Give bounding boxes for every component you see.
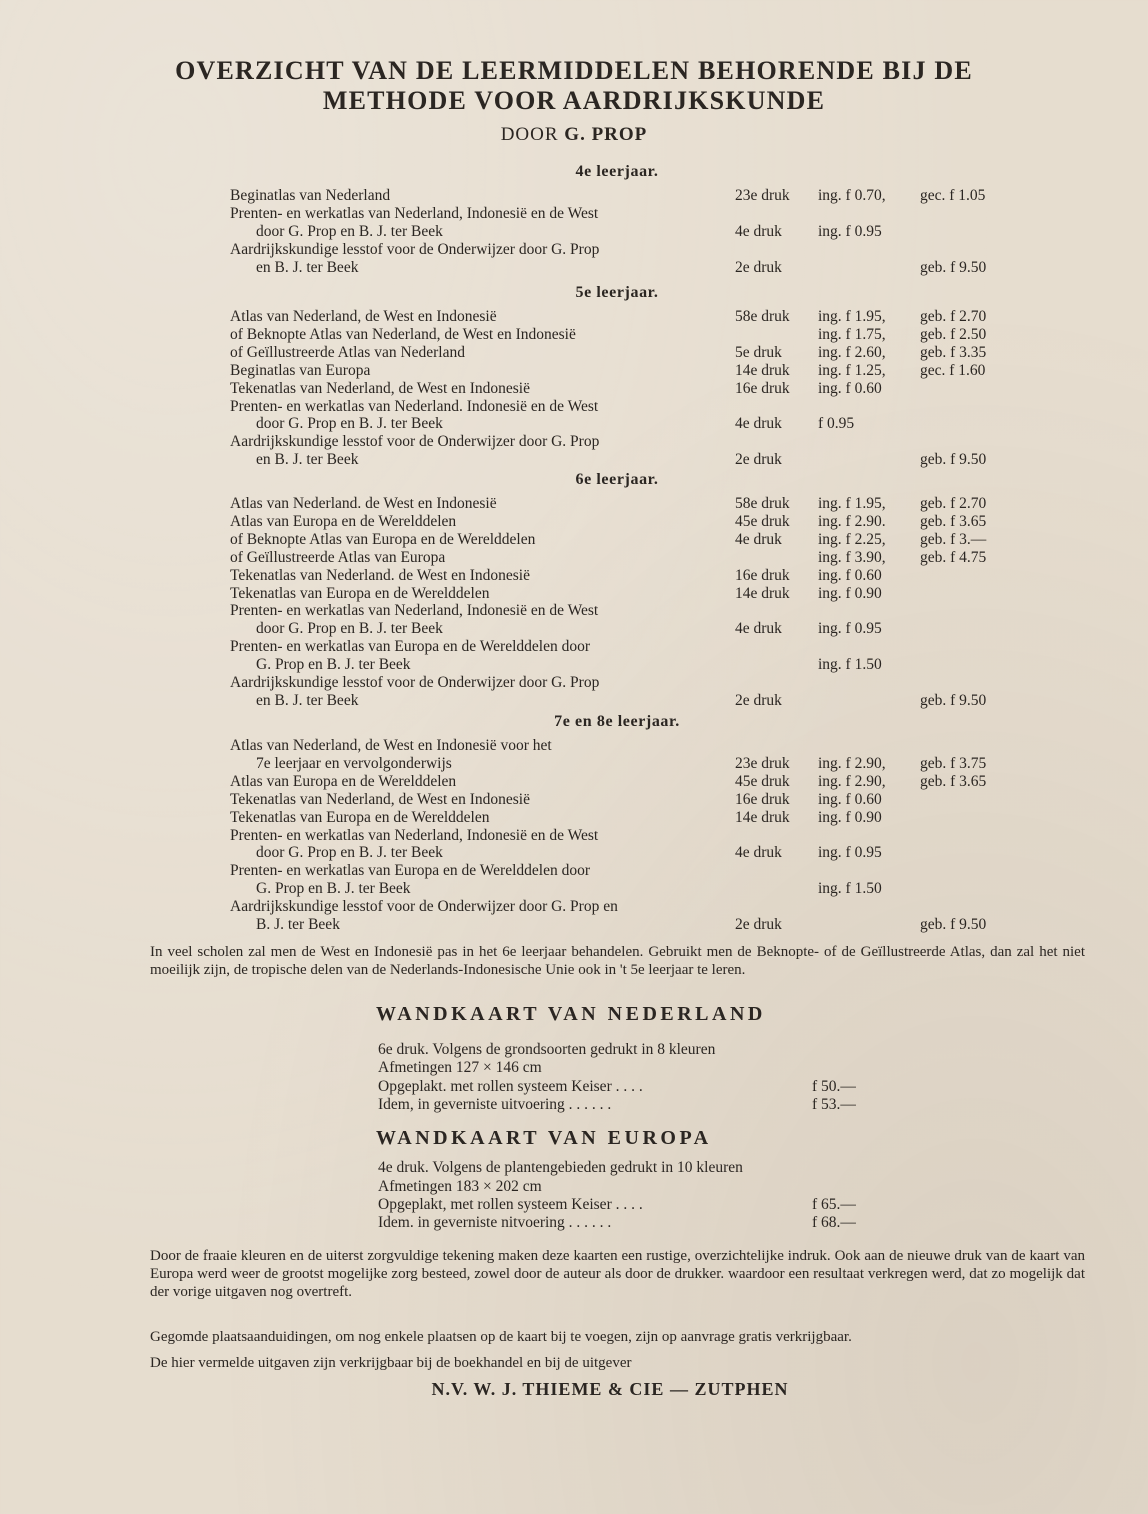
catalog-row — [0, 602, 1148, 620]
catalog-row — [0, 827, 1148, 845]
row-ing: ing. f 0.95 — [818, 844, 882, 862]
catalog-row — [0, 791, 1148, 809]
row-druk: 16e druk — [735, 379, 790, 397]
wandkaart-price: f 65.— — [812, 1196, 856, 1213]
row-druk: 16e druk — [735, 790, 790, 808]
catalog-row — [0, 549, 1148, 567]
catalog-row — [0, 656, 1148, 674]
row-ing: ing. f 1.95, — [818, 308, 886, 325]
wandkaart-line: Idem. in geverniste nitvoering . . . . . . — [378, 1214, 612, 1231]
row-ing: ing. f 2.90. — [818, 512, 886, 530]
row-ing: ing. f 0.60 — [818, 566, 882, 584]
row-title: Prenten- en werkatlas van Nederland. Indonesië en de West — [230, 397, 599, 415]
row-title: of Geïllustreerde Atlas van Nederland — [230, 343, 465, 361]
row-title: B. J. ter Beek — [256, 916, 340, 933]
row-title: door G. Prop en B. J. ter Beek — [256, 415, 443, 433]
row-title: Aardrijkskundige lesstof voor de Onderwijzer door G. Prop en — [230, 898, 618, 916]
row-gec: geb. f 2.70 — [920, 495, 987, 512]
catalog-row — [0, 223, 1148, 241]
catalog-row — [0, 380, 1148, 398]
wandkaart-title: WANDKAART VAN EUROPA — [376, 1127, 712, 1149]
row-ing: ing. f 2.25, — [818, 530, 886, 548]
row-title: en B. J. ter Beek — [256, 451, 359, 469]
row-title: Atlas van Europa en de Werelddelen — [230, 512, 457, 530]
row-druk: 2e druk — [735, 451, 782, 469]
row-title: door G. Prop en B. J. ter Beek — [256, 222, 443, 240]
row-title: en B. J. ter Beek — [256, 258, 359, 276]
grade-heading: 7e en 8e leerjaar. — [554, 713, 680, 730]
row-ing: ing. f 0.95 — [818, 222, 882, 240]
author-prefix: DOOR — [500, 124, 559, 145]
catalog-row — [0, 398, 1148, 416]
page-title-line-2: METHODE VOOR AARDRIJKSKUNDE — [322, 86, 826, 115]
wandkaart-line: Afmetingen 127 × 146 cm — [378, 1059, 542, 1076]
row-druk: 14e druk — [735, 361, 790, 379]
wandkaart-price: f 53.— — [812, 1096, 856, 1113]
catalog-row — [0, 809, 1148, 827]
row-title: Atlas van Nederland, de West en Indonesië voor het — [230, 737, 552, 754]
row-title: Tekenatlas van Nederland, de West en Indonesië — [230, 379, 530, 397]
row-druk: 2e druk — [735, 916, 782, 933]
row-title: G. Prop en B. J. ter Beek — [256, 880, 411, 898]
row-title: G. Prop en B. J. ter Beek — [256, 656, 411, 674]
catalog-row — [0, 259, 1148, 277]
row-gec: geb. f 9.50 — [920, 451, 987, 469]
wandkaart-line: Afmetingen 183 × 202 cm — [378, 1178, 542, 1195]
row-ing: ing. f 2.90, — [818, 772, 886, 790]
row-gec: gec. f 1.60 — [920, 361, 986, 379]
row-title: Prenten- en werkatlas van Nederland, Indonesië en de West — [230, 602, 599, 620]
row-gec: geb. f 9.50 — [920, 691, 987, 709]
row-title: Prenten- en werkatlas van Nederland, Indonesië en de West — [230, 204, 599, 222]
row-druk: 5e druk — [735, 343, 782, 361]
row-title: en B. J. ter Beek — [256, 691, 359, 709]
catalog-row — [0, 326, 1148, 344]
row-title: Atlas van Europa en de Werelddelen — [230, 772, 457, 790]
row-title: Aardrijkskundige lesstof voor de Onderwijzer door G. Prop — [230, 433, 600, 451]
row-ing: ing. f 3.90, — [818, 548, 886, 566]
row-druk: 4e druk — [735, 222, 782, 240]
catalog-row — [0, 755, 1148, 773]
row-druk: 4e druk — [735, 844, 782, 862]
row-gec: geb. f 9.50 — [920, 916, 987, 933]
row-druk: 4e druk — [735, 415, 782, 433]
row-title: door G. Prop en B. J. ter Beek — [256, 620, 443, 638]
row-ing: ing. f 0.60 — [818, 790, 882, 808]
row-title: Tekenatlas van Nederland, de West en Indonesië — [230, 790, 530, 808]
row-ing: ing. f 0.70, — [818, 187, 886, 204]
catalog-row — [0, 773, 1148, 791]
catalog-row — [0, 344, 1148, 362]
row-ing: ing. f 1.95, — [818, 495, 886, 512]
row-ing: ing. f 2.90, — [818, 754, 886, 772]
row-druk: 45e druk — [735, 512, 790, 530]
row-title: door G. Prop en B. J. ter Beek — [256, 844, 443, 862]
catalog-row — [0, 692, 1148, 710]
catalog-row — [0, 844, 1148, 862]
row-druk: 23e druk — [735, 187, 790, 204]
catalog-row — [0, 638, 1148, 656]
wandkaart-line: Opgeplakt, met rollen systeem Keiser . . . . — [378, 1196, 643, 1213]
row-title: Beginatlas van Europa — [230, 361, 371, 379]
row-gec: geb. f 9.50 — [920, 258, 987, 276]
catalog-row — [0, 585, 1148, 603]
row-ing: ing. f 0.90 — [818, 808, 882, 826]
catalog-row — [0, 567, 1148, 585]
row-gec: geb. f 3.35 — [920, 343, 987, 361]
wandkaart-line: 4e druk. Volgens de plantengebieden gedrukt in 10 kleuren — [378, 1159, 743, 1176]
catalog-row — [0, 531, 1148, 549]
wandkaart-line: Idem, in geverniste uitvoering . . . . . . — [378, 1096, 612, 1113]
row-gec: geb. f 3.75 — [920, 754, 987, 772]
row-druk: 45e druk — [735, 772, 790, 790]
grade-heading: 6e leerjaar. — [575, 471, 659, 488]
row-druk: 14e druk — [735, 808, 790, 826]
row-druk: 14e druk — [735, 584, 790, 602]
row-title: Tekenatlas van Nederland. de West en Indonesië — [230, 566, 530, 584]
catalog-row — [0, 898, 1148, 916]
catalog-row — [0, 862, 1148, 880]
wandkaart-price: f 68.— — [812, 1214, 856, 1231]
row-title: Prenten- en werkatlas van Nederland, Indonesië en de West — [230, 826, 599, 844]
row-title: Tekenatlas van Europa en de Werelddelen — [230, 808, 490, 826]
row-gec: geb. f 3.65 — [920, 772, 987, 790]
catalog-row — [0, 451, 1148, 469]
row-druk: 16e druk — [735, 566, 790, 584]
row-druk: 2e druk — [735, 258, 782, 276]
closing-paragraph-2: Gegomde plaatsaanduidingen, om nog enkele plaatsen op de kaart bij te voegen, zijn op aanvrage gratis verkrijgbaar. — [150, 1329, 852, 1345]
row-druk: 58e druk — [735, 495, 790, 512]
author-name: G. PROP — [564, 124, 648, 145]
row-ing: ing. f 1.50 — [818, 880, 882, 898]
row-druk: 58e druk — [735, 308, 790, 325]
row-ing: ing. f 1.25, — [818, 361, 886, 379]
row-gec: geb. f 3.— — [920, 530, 987, 548]
closing-paragraph-1: Door de fraaie kleuren en de uiterst zorgvuldige tekening maken deze kaarten een rustige, overzichtelijke indruk. Ook aan de nieuwe druk van de kaart van Europa werd weer de grootst mogelijke zorg besteed, zowel door de auteur als door de drukker. waardoor een resultaat verkregen werd, dat zo mogelijk dat der vorige uitgaven nog overtreft. — [150, 1248, 1085, 1300]
row-title: Prenten- en werkatlas van Europa en de Werelddelen door — [230, 862, 590, 880]
row-ing: ing. f 2.60, — [818, 343, 886, 361]
publisher-line: N.V. W. J. THIEME & CIE — ZUTPHEN — [431, 1379, 789, 1399]
row-druk: 2e druk — [735, 691, 782, 709]
page-title-line-1: OVERZICHT VAN DE LEERMIDDELEN BEHORENDE BIJ DE — [175, 56, 973, 85]
note-paragraph: In veel scholen zal men de West en Indonesië pas in het 6e leerjaar behandelen. Gebruikt men de Beknopte- of de Geïllustreerde Atlas, dan zal het niet moeilijk zijn, de tropische delen van de Nederlands-Indonesische Unie ook in 't 5e leerjaar te leren. — [150, 944, 1085, 978]
row-druk: 4e druk — [735, 620, 782, 638]
row-title: of Geïllustreerde Atlas van Europa — [230, 548, 446, 566]
catalog-row — [0, 241, 1148, 259]
catalog-row — [0, 495, 1148, 513]
catalog-row — [0, 513, 1148, 531]
row-title: Prenten- en werkatlas van Europa en de Werelddelen door — [230, 638, 590, 656]
wandkaart-line: Opgeplakt. met rollen systeem Keiser . . . . — [378, 1078, 643, 1095]
row-title: Aardrijkskundige lesstof voor de Onderwijzer door G. Prop — [230, 240, 600, 258]
catalog-row — [0, 415, 1148, 433]
wandkaart-line: 6e druk. Volgens de grondsoorten gedrukt in 8 kleuren — [378, 1041, 716, 1058]
catalog-row — [0, 362, 1148, 380]
row-druk: 4e druk — [735, 530, 782, 548]
row-gec: geb. f 2.50 — [920, 325, 987, 343]
closing-paragraph-3: De hier vermelde uitgaven zijn verkrijgbaar bij de boekhandel en bij de uitgever — [150, 1355, 632, 1371]
row-title: Aardrijkskundige lesstof voor de Onderwijzer door G. Prop — [230, 674, 600, 691]
grade-heading: 4e leerjaar. — [575, 163, 659, 180]
catalog-row — [0, 433, 1148, 451]
row-ing: f 0.95 — [818, 415, 855, 433]
row-ing: ing. f 0.60 — [818, 379, 882, 397]
catalog-row — [0, 737, 1148, 755]
grade-heading: 5e leerjaar. — [575, 284, 659, 301]
row-ing: ing. f 1.75, — [818, 325, 886, 343]
row-title: 7e leerjaar en vervolgonderwijs — [256, 754, 452, 772]
row-title: of Beknopte Atlas van Nederland, de West en Indonesië — [230, 325, 576, 343]
row-title: Beginatlas van Nederland — [230, 187, 391, 204]
row-gec: geb. f 2.70 — [920, 308, 987, 325]
row-title: of Beknopte Atlas van Europa en de Werelddelen — [230, 530, 536, 548]
row-ing: ing. f 1.50 — [818, 656, 882, 674]
catalog-row — [0, 620, 1148, 638]
row-druk: 23e druk — [735, 754, 790, 772]
row-title: Tekenatlas van Europa en de Werelddelen — [230, 584, 490, 602]
author-line — [0, 124, 1148, 146]
catalog-row — [0, 308, 1148, 326]
catalog-row — [0, 880, 1148, 898]
row-gec: geb. f 3.65 — [920, 512, 987, 530]
catalog-row — [0, 205, 1148, 223]
catalog-row — [0, 187, 1148, 205]
row-title: Atlas van Nederland. de West en Indonesië — [230, 495, 497, 512]
catalog-row — [0, 674, 1148, 692]
row-gec: gec. f 1.05 — [920, 187, 986, 204]
catalog-row — [0, 916, 1148, 934]
wandkaart-price: f 50.— — [812, 1078, 856, 1095]
row-ing: ing. f 0.90 — [818, 584, 882, 602]
row-ing: ing. f 0.95 — [818, 620, 882, 638]
row-gec: geb. f 4.75 — [920, 548, 987, 566]
wandkaart-title: WANDKAART VAN NEDERLAND — [376, 1003, 766, 1025]
row-title: Atlas van Nederland, de West en Indonesië — [230, 308, 497, 325]
